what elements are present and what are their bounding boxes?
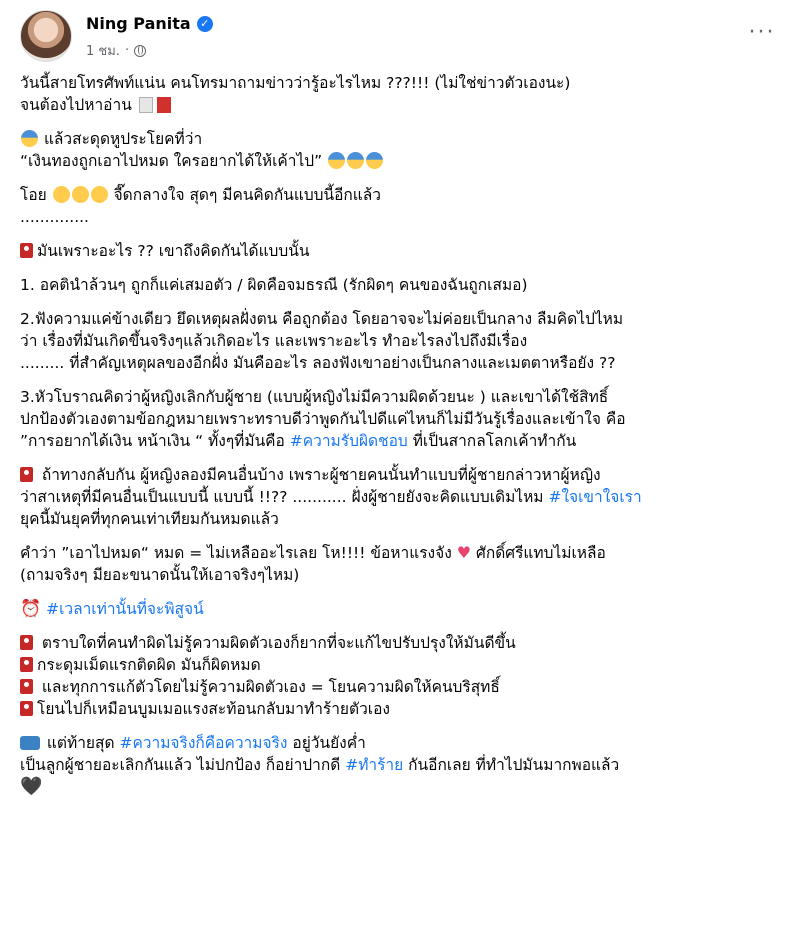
text-line: มันเพราะอะไร ?? เขาถึงคิดกันได้แบบนั้น [20,240,784,262]
text-line: ยุคนี้มันยุคที่ทุกคนเท่าเทียมกันหมดแล้ว [20,510,279,528]
scream-face-icon [366,152,383,169]
text-line: วันนี้สายโทรศัพท์แน่น คนโทรมาถามข่าวว่ารู้อะไรไหม ???!!! (ไม่ใช่ข่าวตัวเองนะ) [20,74,571,92]
text-line: (ถามจริงๆ มียอะขนาดนั้นให้เอาจริงๆไหม) [20,566,300,584]
crying-face-icon [53,186,70,203]
post-body [20,72,784,798]
post-time[interactable]: 1 ชม. [86,44,120,59]
bookmark-icon [20,635,33,650]
verified-badge-icon: ✓ [197,16,213,32]
red-book-icon [157,97,171,113]
text-line: ......... ที่สำคัญเหตุผลของอีกฝั่ง มันคืออะไร ลองฟังเขาอย่างเป็นกลางและเมตตาหรือยัง ?? [20,354,616,372]
avatar[interactable] [20,10,72,62]
globe-icon[interactable] [134,45,146,57]
heart-icon: ♥ [456,543,472,562]
hashtag-link[interactable]: #ความจริงก็คือความจริง [119,734,288,752]
text-line: แล้วสะดุดหูประโยคที่ว่า [20,128,784,150]
text-line: จนต้องไปหาอ่าน [20,94,784,116]
text-line: ตราบใดที่คนทำผิดไม่รู้ความผิดตัวเองก็ยากที่จะแก้ไขปรับปรุงให้มันดีขึ้น [20,632,784,654]
text-line: ว่า เรื่องที่มันเกิดขึ้นจริงๆแล้วเกิดอะไร และเพราะอะไร ทำอะไรลงไปถึงมีเรื่อง [20,332,528,350]
fearful-face-icon [347,152,364,169]
black-heart-icon: 🖤 [20,776,43,797]
text-line [20,598,784,620]
hashtag-link[interactable]: #ใจเขาใจเรา [548,488,642,506]
text-line: 3.หัวโบราณคิดว่าผู้หญิงเลิกกับผู้ชาย (แบบผู้หญิงไม่มีความผิดด้วยนะ ) และเขาได้ใช้สิทธิ์ [20,388,609,406]
text-line [20,776,784,798]
text-line: เป็นลูกผู้ชายอะเลิกกันแล้ว ไม่ปกป้อง ก็อย่าปากดี #ทำร้าย กันอีกเลย ที่ทำไปมันมากพอแล้ว [20,756,620,774]
text-line: ถ้าทางกลับกัน ผู้หญิงลองมีคนอื่นบ้าง เพราะผู้ชายคนนั้นทำแบบที่ผู้ชายกล่าวหาผู้หญิง [20,464,784,486]
bookmark-icon [20,701,33,716]
hashtag-link[interactable]: #ความรับผิดชอบ [289,432,408,450]
text-line: ว่าสาเหตุที่มีคนอื่นเป็นแบบนี้ แบบนี้ !!?? ........... ฝั่งผู้ชายยังจะคิดแบบเดิมไหม #ใจเขาใจเรา [20,488,642,506]
text-line: 1. อคตินำล้วนๆ ถูกก็แค่เสมอตัว / ผิดคือจมธรณี (รักผิดๆ คนของฉันถูกเสมอ) [20,276,528,294]
bookmark-icon [20,657,33,672]
text-line: .............. [20,208,89,226]
sad-face-icon [91,186,108,203]
text-line: โอย จี๊ดกลางใจ สุดๆ มีคนคิดกันแบบนี้อีกแล้ว [20,186,381,204]
text-line: คำว่า ”เอาไปหมด“ หมด = ไม่เหลืออะไรเลย โห!!!! ข้อหาแรงจัง ♥ ศักดิ์ศรีแทบไม่เหลือ [20,543,606,562]
text-line: แต่ท้ายสุด #ความจริงก็คือความจริง อยู่วันยังค่ำ [20,732,784,754]
more-options-button[interactable]: ··· [748,20,776,45]
mailbox-icon [20,736,40,750]
text-line: กระดุมเม็ดแรกติดผิด มันก็ผิดหมด [20,654,784,676]
text-line: ปกป้องตัวเองตามข้อกฎหมายเพราะทราบดีว่าพูดกันไปดีแค่ไหนก็ไม่มีวันรู้เรื่องและเข้าใจ คือ [20,410,626,428]
bookmark-icon [20,467,33,482]
alarm-clock-icon: ⏰ [20,599,42,619]
weary-face-icon [72,186,89,203]
post-header [20,10,780,66]
text-line: 2.ฟังความแค่ข้างเดียว ยึดเหตุผลฝั่งตน คือถูกต้อง โดยอาจจะไม่ค่อยเป็นกลาง ลืมคิดไปไหม [20,310,624,328]
author-name[interactable]: Ning Panita [86,14,191,33]
text-line: โยนไปก็เหมือนบูมเมอแรงสะท้อนกลับมาทำร้ายตัวเอง [20,698,784,720]
author-row [86,14,213,33]
text-line: และทุกการแก้ตัวโดยไม่รู้ความผิดตัวเอง = โยนความผิดให้คนบริสุทธิ์ [20,676,784,698]
text-line: “เงินทองถูกเอาไปหมด ใครอยากได้ให้เค้าไป” [20,150,784,172]
hashtag-link[interactable]: #เวลาเท่านั้นที่จะพิสูจน์ [46,600,204,618]
meta-separator: · [124,43,130,58]
calendar-icon [139,97,153,113]
scream-face-icon [21,130,38,147]
bookmark-icon [20,243,33,258]
bookmark-icon [20,679,33,694]
hashtag-link[interactable]: #ทำร้าย [345,756,404,774]
anxious-face-icon [328,152,345,169]
text-line: ”การอยากได้เงิน หน้าเงิน “ ทั้งๆที่มันคือ #ความรับผิดชอบ ที่เป็นสากลโลกเค้าทำกัน [20,432,577,450]
post-meta [86,40,146,61]
